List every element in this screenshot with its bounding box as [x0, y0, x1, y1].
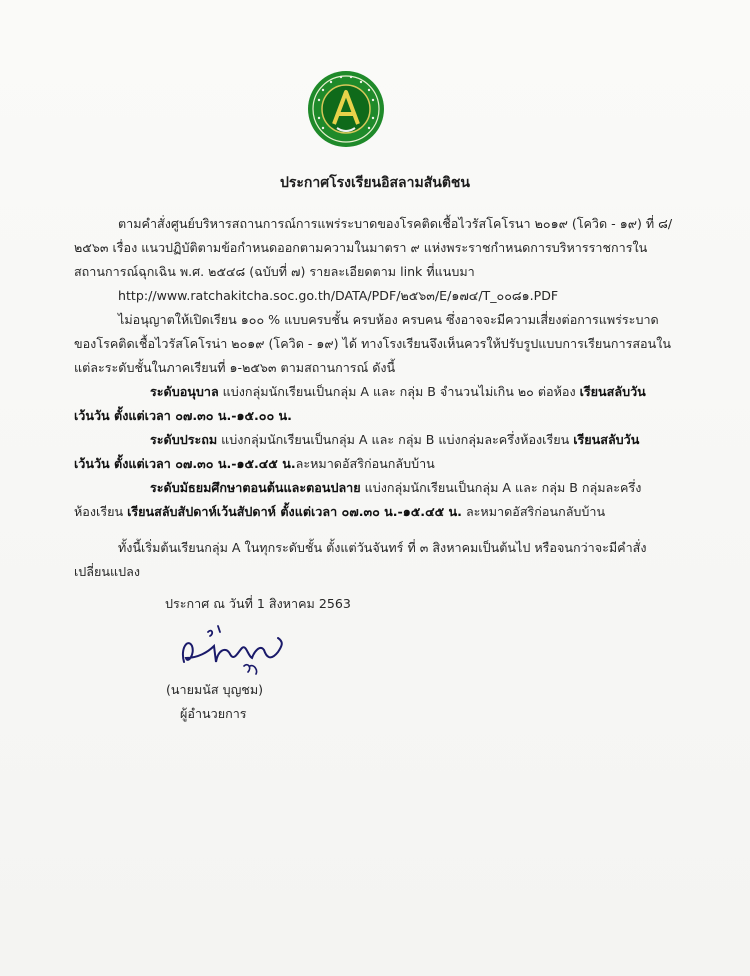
- signer-name: (นายมนัส บุญชม): [166, 682, 264, 697]
- primary-label: ระดับประถม: [150, 432, 218, 447]
- para2-line2: ของโรคติดเชื้อไวรัสโคโรน่า ๒๐๑๙ (โควิด - ๑๙) ได้ ทางโรงเรียนจึงเห็นควรให้ปรับรูปแบบการเรียนการสอนใน: [74, 336, 671, 351]
- para1-line3: สถานการณ์ฉุกเฉิน พ.ศ. ๒๕๔๘ (ฉบับที่ ๗) รายละเอียดตาม link ที่แนบมา: [74, 264, 475, 279]
- secondary-line2-end: ละหมาดอัสริก่อนกลับบ้าน: [461, 504, 606, 519]
- reference-link[interactable]: http://www.ratchakitcha.soc.go.th/DATA/PDF/๒๕๖๓/E/๑๗๔/T_๐๐๘๑.PDF: [118, 288, 559, 303]
- primary-line2-bold: เว้นวัน ตั้งแต่เวลา ๐๗.๓๐ น.-๑๕.๔๕ น.: [74, 456, 296, 471]
- page-title: ประกาศโรงเรียนอิสลามสันติชน: [279, 175, 470, 191]
- school-seal-logo: [307, 70, 385, 148]
- secondary-line2-text: ห้องเรียน: [74, 504, 128, 519]
- secondary-line1: [150, 480, 641, 496]
- primary-line2: [74, 456, 435, 472]
- announcement-date: ประกาศ ณ วันที่ 1 สิงหาคม 2563: [165, 596, 351, 611]
- para3-line1: ทั้งนี้เริ่มต้นเรียนกลุ่ม A ในทุกระดับชั้น ตั้งแต่วันจันทร์ ที่ ๓ สิงหาคมเป็นต้นไป หรือจนกว่าจะมีคำสั่ง: [118, 540, 647, 555]
- kindergarten-label: ระดับอนุบาล: [150, 384, 219, 399]
- para2-line3: แต่ละระดับชั้นในภาคเรียนที่ ๑-๒๕๖๓ ตามสถานการณ์ ดังนี้: [74, 360, 396, 375]
- signer-title: ผู้อำนวยการ: [180, 706, 247, 721]
- para1-line1: ตามคำสั่งศูนย์บริหารสถานการณ์การแพร่ระบาดของโรคติดเชื้อไวรัสโคโรนา ๒๐๑๙ (โควิด - ๑๙) ที่ ๘/: [118, 216, 673, 231]
- para3-line2: เปลี่ยนแปลง: [74, 564, 140, 579]
- kindergarten-line1: [150, 384, 646, 400]
- primary-line1: [150, 432, 639, 448]
- secondary-line2: [74, 504, 605, 520]
- handwritten-signature: [178, 622, 290, 676]
- primary-line2-text: ละหมาดอัสริก่อนกลับบ้าน: [295, 456, 435, 471]
- para1-line2: ๒๕๖๓ เรื่อง แนวปฏิบัติตามข้อกำหนดออกตามความในมาตรา ๙ แห่งพระราชกำหนดการบริหารราชการใน: [74, 240, 648, 255]
- kindergarten-bold-end: เรียนสลับวัน: [579, 384, 646, 399]
- para2-line1: ไม่อนุญาตให้เปิดเรียน ๑๐๐ % แบบครบชั้น ครบห้อง ครบคน ซึ่งอาจจะมีความเสี่ยงต่อการแพร่ระบาด: [118, 312, 659, 327]
- secondary-text: แบ่งกลุ่มนักเรียนเป็นกลุ่ม A และ กลุ่ม B กลุ่มละครึ่ง: [360, 480, 642, 495]
- primary-text: แบ่งกลุ่มนักเรียนเป็นกลุ่ม A และ กลุ่ม B แบ่งกลุ่มละครึ่งห้องเรียน: [217, 432, 574, 447]
- kindergarten-line2: เว้นวัน ตั้งแต่เวลา ๐๗.๓๐ น.-๑๕.๐๐ น.: [74, 408, 292, 423]
- secondary-label: ระดับมัธยมศึกษาตอนต้นและตอนปลาย: [150, 480, 361, 495]
- kindergarten-text: แบ่งกลุ่มนักเรียนเป็นกลุ่ม A และ กลุ่ม B จำนวนไม่เกิน ๒๐ ต่อห้อง: [218, 384, 580, 399]
- primary-bold-end: เรียนสลับวัน: [573, 432, 640, 447]
- secondary-line2-bold: เรียนสลับสัปดาห์เว้นสัปดาห์ ตั้งแต่เวลา ๐๗.๓๐ น.-๑๕.๔๕ น.: [127, 504, 462, 519]
